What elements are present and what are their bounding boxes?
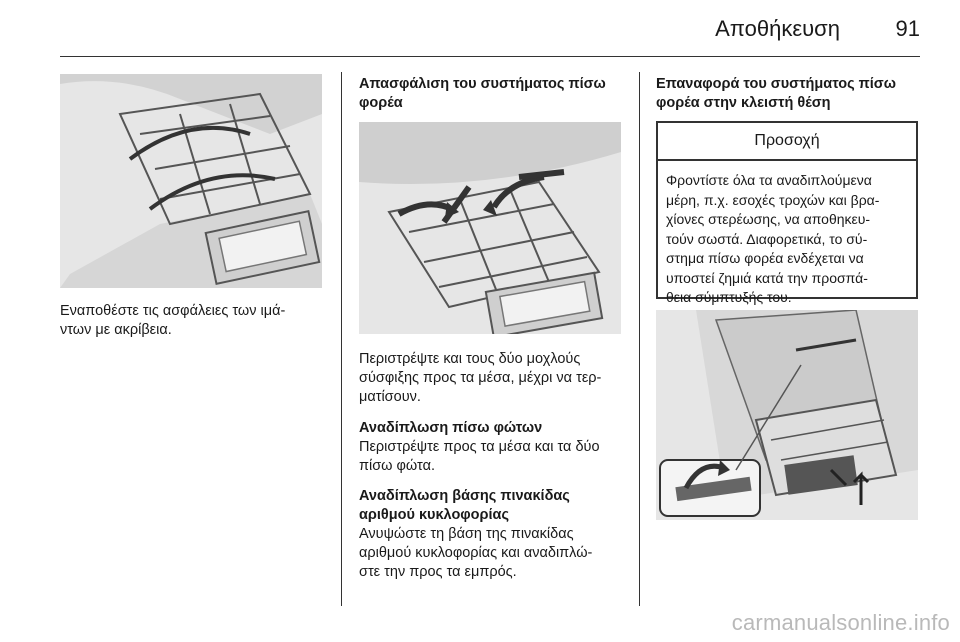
header-rule <box>60 56 920 57</box>
page-title: Αποθήκευση <box>715 16 840 41</box>
section-heading-rear-lights: Αναδίπλωση πίσω φώτων <box>359 420 543 436</box>
column-divider-2 <box>639 72 640 606</box>
section-heading-unlock: Απασφάλιση του συστήματος πίσω φορέα <box>359 76 606 111</box>
rear-lights-instruction: Περιστρέψτε προς τα μέσα και τα δύο πίσω φώτα. <box>359 439 600 474</box>
caution-notice <box>656 121 918 305</box>
section-heading-retract: Επαναφορά του συστήματος πίσω φορέα στην κλειστή θέση <box>656 76 896 111</box>
caution-text: Φροντίστε όλα τα αναδιπλούμενα μέρη, π.χ. εσοχές τροχών και βρα- χίονες στερέωσης, να αποθηκευ- τούν σωστά. Διαφορετικά, το σύ- στημα πίσω φορέα ενδέχεται να υποστεί ζημιά κατά την προσπά- θεια σύμπτυξής του. <box>666 172 880 305</box>
page-number: 91 <box>895 16 920 41</box>
column-divider-1 <box>341 72 342 606</box>
clamping-levers-instruction: Περιστρέψτε και τους δύο μοχλούς σύσφιξης προς τα μέσα, μέχρι να τερ- ματίσουν. <box>359 351 602 405</box>
watermark: carmanualsonline.info <box>731 610 950 635</box>
caution-title: Προσοχή <box>658 123 916 161</box>
illustration-clamping-levers <box>359 122 621 334</box>
illustration-retract-carrier <box>656 310 918 520</box>
plate-holder-instruction: Ανυψώστε τη βάση της πινακίδας αριθμού κυκλοφορίας και αναδιπλώ- στε την προς τα εμπρός. <box>359 526 593 580</box>
illustration-strap-locks <box>60 74 322 288</box>
section-heading-plate-holder: Αναδίπλωση βάσης πινακίδας αριθμού κυκλοφορίας <box>359 488 570 523</box>
strap-locks-instruction: Εναποθέστε τις ασφάλειες των ιμά- ντων με ακρίβεια. <box>60 303 286 338</box>
